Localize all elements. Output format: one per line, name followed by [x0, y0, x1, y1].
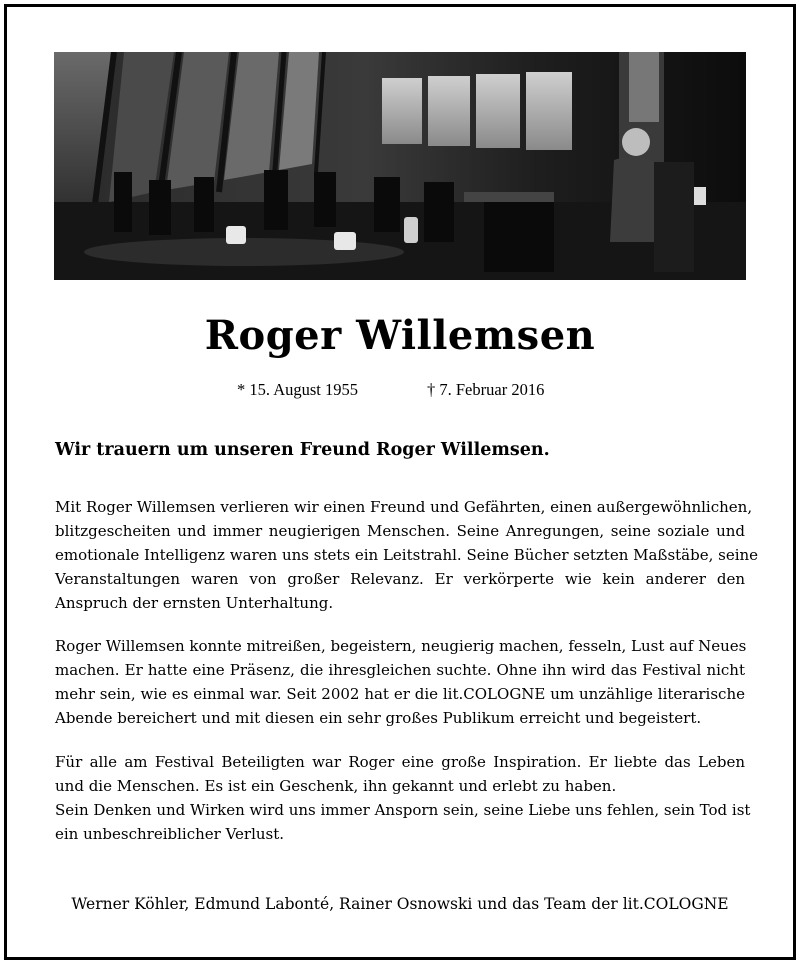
- birth-date: * 15. August 1955: [237, 380, 359, 399]
- text-line: Veranstaltungen waren von großer Relevanz. Er verkörperte wie kein anderer den: [55, 570, 745, 588]
- text-line: blitzgescheiten und immer neugierigen Menschen. Seine Anregungen, seine soziale und: [55, 522, 745, 540]
- photo-illustration: [54, 52, 746, 280]
- restaurant-photo: [54, 52, 746, 280]
- text-line: und die Menschen. Es ist ein Geschenk, ihn gekannt und erlebt zu haben.: [55, 777, 617, 795]
- text-line: Sein Denken und Wirken wird uns immer Ansporn sein, seine Liebe uns fehlen, sein Tod ist: [55, 801, 751, 819]
- text-line: emotionale Intelligenz waren uns stets ein Leitstrahl. Seine Bücher setzten Maßstäbe, seine: [55, 546, 759, 564]
- paragraph-3: [55, 750, 751, 846]
- text-line: Für alle am Festival Beteiligten war Roger eine große Inspiration. Er liebte das Leben: [55, 753, 745, 771]
- signature: Werner Köhler, Edmund Labonté, Rainer Osnowski und das Team der lit.COLOGNE: [71, 895, 729, 913]
- paragraph-2: [55, 634, 745, 730]
- paragraph-1: [55, 495, 759, 615]
- text-line: Abende bereichert und mit diesen ein sehr großes Publikum erreicht und begeistert.: [55, 709, 702, 727]
- death-date: † 7. Februar 2016: [427, 380, 545, 399]
- text-line: ein unbeschreiblicher Verlust.: [55, 825, 285, 843]
- text-line: machen. Er hatte eine Präsenz, die ihresgleichen suchte. Ohne ihn wird das Festival nicht: [55, 661, 745, 679]
- text-line: Anspruch der ernsten Unterhaltung.: [55, 594, 334, 612]
- deceased-name: Roger Willemsen: [204, 312, 596, 359]
- text-line: Roger Willemsen konnte mitreißen, begeistern, neugierig machen, fesseln, Lust auf Neues: [55, 637, 747, 655]
- text-line: Mit Roger Willemsen verlieren wir einen Freund und Gefährten, einen außergewöhnlichen,: [55, 498, 753, 516]
- text-line: mehr sein, wie es einmal war. Seit 2002 hat er die lit.COLOGNE um unzählige literarische: [55, 685, 745, 703]
- headline: Wir trauern um unseren Freund Roger Willemsen.: [55, 440, 550, 460]
